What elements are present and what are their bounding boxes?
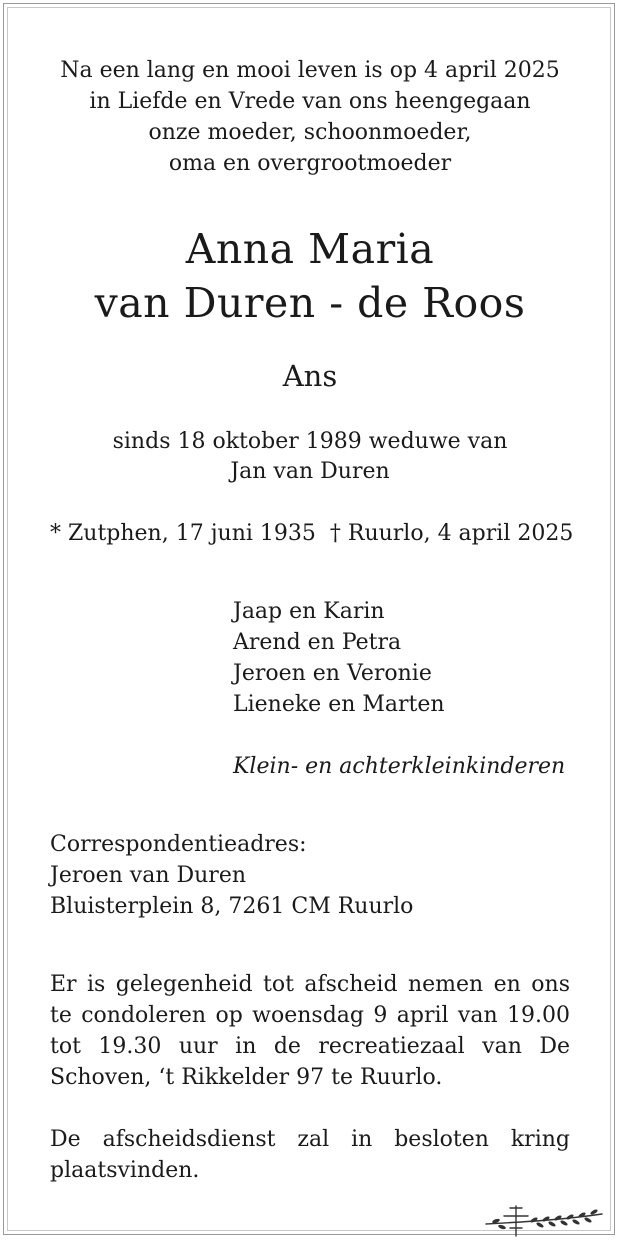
life-dates: [50, 519, 573, 549]
list-item: Arend en Petra: [233, 630, 402, 655]
list-item: Jaap en Karin: [233, 599, 385, 624]
intro-line: oma en overgrootmoeder: [168, 151, 452, 176]
intro-line: Na een lang en mooi leven is op 4 april 2025: [60, 58, 560, 83]
intro-line: onze moeder, schoonmoeder,: [148, 120, 472, 145]
service-paragraph: De afscheidsdienst zal in besloten kring plaatsvinden.: [50, 1127, 570, 1183]
cross-with-laurel-branch-icon: [482, 1200, 608, 1238]
widow-line: sinds 18 oktober 1989 weduwe van: [112, 429, 508, 454]
grandchildren-line: Klein- en achterkleinkinderen: [233, 754, 566, 779]
correspondence-heading: Correspondentieadres:: [50, 832, 307, 857]
name-second-line: van Duren - de Roos: [94, 279, 526, 327]
name-first-line: Anna Maria: [185, 225, 435, 273]
husband-name: Jan van Duren: [230, 459, 390, 484]
children-list: [233, 596, 445, 720]
list-item: Lieneke en Marten: [233, 692, 445, 717]
intro-text: [0, 55, 620, 179]
widow-note: [0, 427, 620, 487]
correspondence-name: Jeroen van Duren: [50, 863, 247, 888]
farewell-paragraph: Er is gelegenheid tot afscheid nemen en ons te condoleren op woensdag 9 april van 19.00 tot 19.30 uur in de recreatiezaal van De Schoven, ‘t Rikkelder 97 te Ruurlo.: [50, 972, 570, 1090]
nickname: Ans: [282, 359, 338, 393]
intro-line: in Liefde en Vrede van ons heengegaan: [89, 89, 531, 114]
deceased-name: [0, 222, 620, 330]
list-item: Jeroen en Veronie: [233, 661, 432, 686]
correspondence-block: [50, 829, 413, 922]
correspondence-address: Bluisterplein 8, 7261 CM Ruurlo: [50, 894, 414, 919]
death-date: † Ruurlo, 4 april 2025: [329, 521, 574, 546]
birth-date: * Zutphen, 17 juni 1935: [50, 521, 316, 546]
